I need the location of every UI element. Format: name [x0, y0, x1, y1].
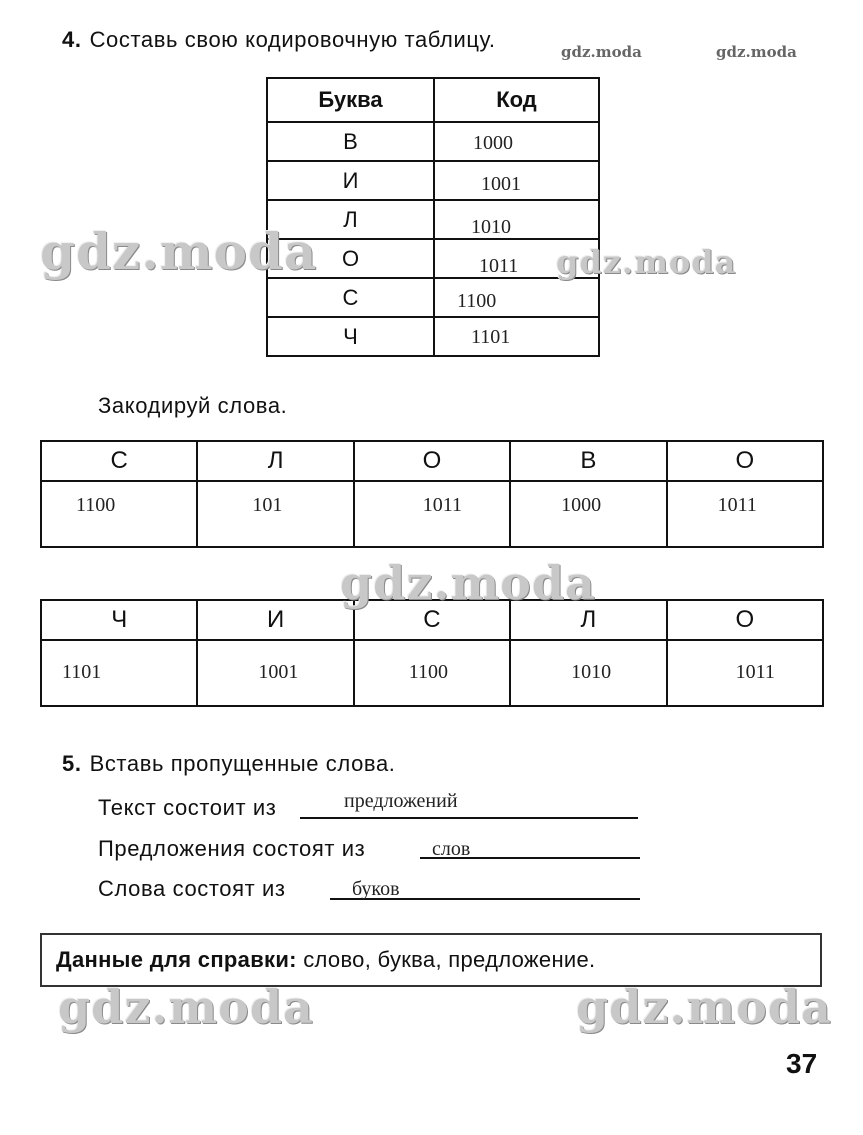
word1-code-cell	[354, 481, 510, 547]
word1-code-cell	[197, 481, 353, 547]
row-code-cell	[434, 317, 599, 356]
word2-letter: Ч	[41, 600, 197, 640]
task5-prompt: Предложения состоят из	[98, 836, 366, 861]
task5-answer: буков	[352, 878, 400, 900]
row-letter: С	[267, 278, 434, 317]
word2-code: 1010	[571, 661, 612, 683]
word2-letter: О	[667, 600, 823, 640]
row-code: 1001	[481, 173, 521, 195]
word1-code-cell	[667, 481, 823, 547]
word2-code-cell	[197, 640, 353, 706]
word2-letter: Л	[510, 600, 666, 640]
task5-text: Вставь пропущенные слова.	[89, 751, 396, 776]
word2-codes-row	[41, 640, 823, 706]
word2-code-cell	[41, 640, 197, 706]
watermark: gdz.moda	[58, 980, 314, 1034]
word1-code-cell	[41, 481, 197, 547]
row-letter: В	[267, 122, 434, 161]
watermark: gdz.moda	[40, 222, 318, 281]
row-code-cell	[434, 122, 599, 161]
word2-code: 1101	[62, 661, 102, 683]
reference-words: слово, буква, предложение.	[303, 947, 596, 972]
table-row	[267, 161, 599, 200]
word1-code: 1100	[76, 494, 116, 516]
table-row	[267, 122, 599, 161]
word2-code: 1011	[735, 661, 775, 683]
code-table	[266, 77, 600, 357]
row-code: 1100	[457, 290, 497, 312]
reference-label: Данные для справки:	[56, 947, 297, 972]
row-letter: Ч	[267, 317, 434, 356]
header-code: Код	[434, 78, 599, 122]
watermark: gdz.moda	[556, 243, 737, 281]
row-code: 1000	[473, 132, 513, 154]
word1-letter: Л	[197, 441, 353, 481]
word1-codes-row	[41, 481, 823, 547]
row-code-cell	[434, 278, 599, 317]
word1-letters-row	[41, 441, 823, 481]
watermark: gdz.moda	[716, 43, 797, 61]
word2-letter: И	[197, 600, 353, 640]
table-row	[267, 278, 599, 317]
word2-code-cell	[510, 640, 666, 706]
watermark: gdz.moda	[340, 556, 596, 610]
task5-number: 5.	[62, 751, 82, 776]
task4-title	[62, 27, 496, 53]
code-table-header	[267, 78, 599, 122]
row-code: 1010	[471, 216, 511, 238]
word2-letter: С	[354, 600, 510, 640]
watermark: gdz.moda	[576, 980, 832, 1034]
row-letter: Л	[267, 200, 434, 239]
word1-code-cell	[510, 481, 666, 547]
page-number: 37	[786, 1048, 818, 1079]
task5-title	[62, 751, 396, 777]
word2-table	[40, 599, 824, 707]
reference-box	[40, 933, 822, 987]
word1-letter: В	[510, 441, 666, 481]
task5-answer: предложений	[344, 790, 458, 812]
word2-code: 1100	[408, 661, 449, 683]
task4-text: Составь свою кодировочную таблицу.	[89, 27, 496, 52]
word1-table	[40, 440, 824, 548]
row-code-cell	[434, 200, 599, 239]
encode-instruction: Закодируй слова.	[98, 393, 288, 418]
word2-code-cell	[354, 640, 510, 706]
task4-number: 4.	[62, 27, 82, 52]
task5-prompt: Текст состоит из	[98, 795, 277, 820]
word1-code: 1011	[717, 494, 757, 516]
row-letter: И	[267, 161, 434, 200]
task5-prompt: Слова состоят из	[98, 876, 286, 901]
reference-text	[56, 947, 595, 973]
table-row	[267, 317, 599, 356]
word1-code: 101	[252, 494, 283, 516]
row-code: 1011	[479, 255, 519, 277]
answer-line	[300, 817, 638, 819]
word1-letter: С	[41, 441, 197, 481]
row-code: 1101	[471, 326, 511, 348]
header-letter: Буква	[267, 78, 434, 122]
task5-answer: слов	[432, 838, 471, 860]
word1-code: 1011	[422, 494, 463, 516]
row-code-cell	[434, 161, 599, 200]
word1-letter: О	[667, 441, 823, 481]
word1-letter: О	[354, 441, 510, 481]
watermark: gdz.moda	[561, 43, 642, 61]
word2-code: 1001	[258, 661, 299, 683]
row-letter: О	[267, 239, 434, 278]
word1-code: 1000	[561, 494, 602, 516]
word2-code-cell	[667, 640, 823, 706]
